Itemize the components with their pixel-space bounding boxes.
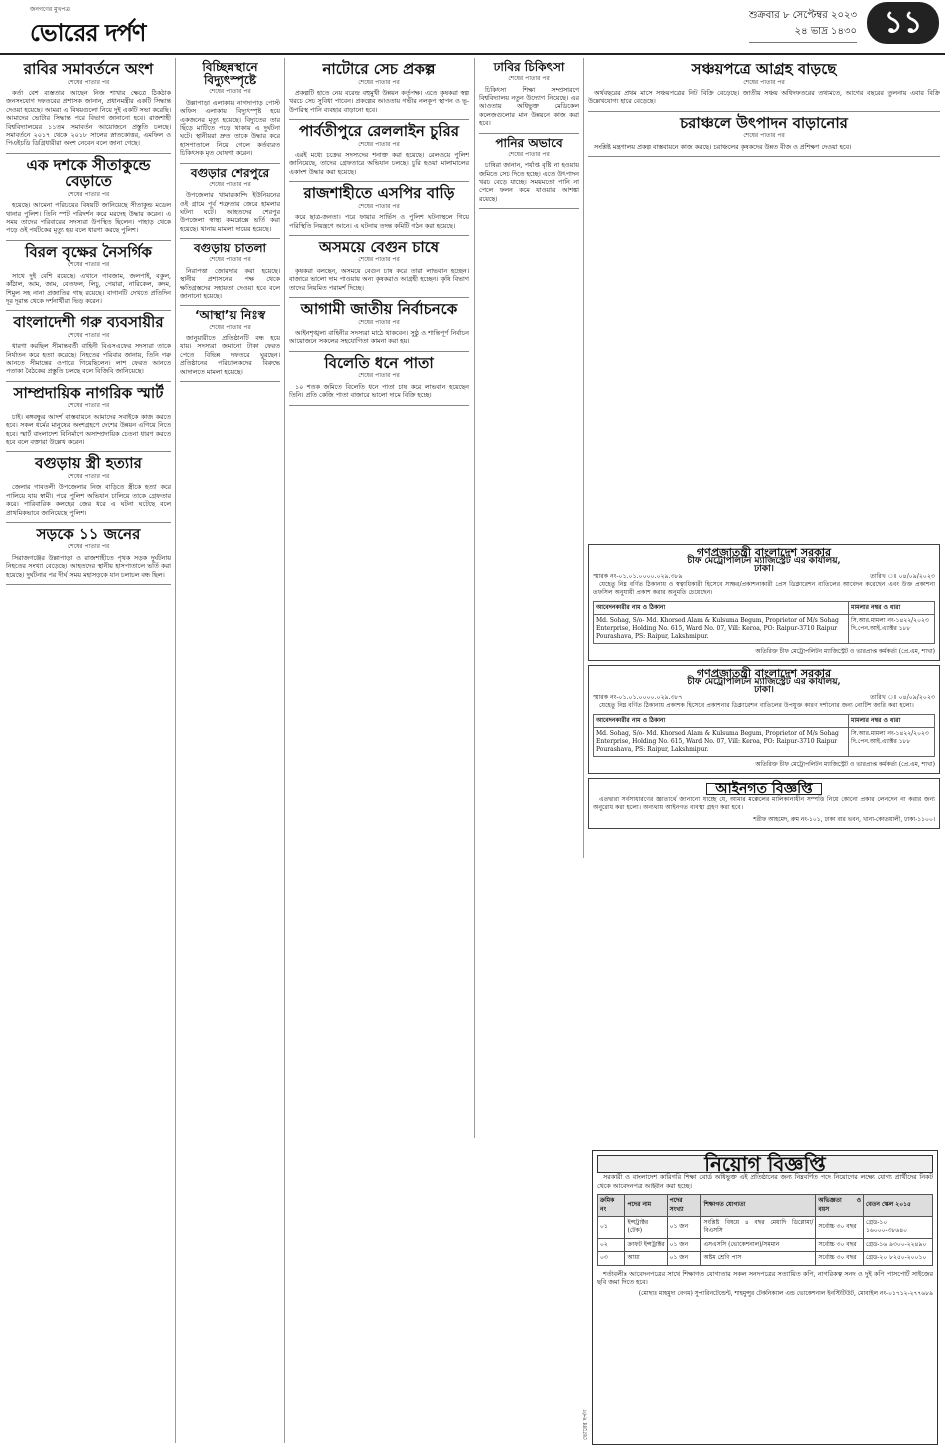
- story-headline[interactable]: পানির অভাবে: [495, 135, 563, 150]
- story: [6, 244, 171, 312]
- story-byline: শেষের পাতার পর: [67, 78, 110, 86]
- story-headline[interactable]: সড়কে ১১ জনের: [36, 524, 141, 543]
- story: [588, 115, 940, 157]
- story-body: আইনশৃঙ্খলা বাহিনীর সদস্যরা মাঠে থাকবেন। সুষ্ঠু ও শান্তিপূর্ণ নির্বাচন আয়োজনে সকলের সহযোগিতা কামনা করা হয়।: [289, 329, 469, 346]
- story-headline[interactable]: ‘আস্থা’য় নিঃস্ব: [194, 308, 266, 323]
- notice-table: [593, 714, 935, 757]
- story-byline: শেষের পাতার পর: [67, 190, 110, 198]
- table-cell: অষ্টম শ্রেণি পাস: [701, 1252, 816, 1265]
- story-headline[interactable]: অসময়ে বেগুন চাষে: [319, 237, 439, 256]
- story-byline: শেষের পাতার পর: [358, 202, 400, 210]
- table-cell: Md. Sohag, S/o- Md. Khorsed Alam & Kulsuma Begum, Proprietor of M/s Sohag Enterprise, Holding No. 615, Ward No. 07, Vill: Keroa, PO: Raipur-3710 Raipur Pourashava, PS: Raipur, Lakshmipur.: [594, 615, 849, 644]
- table-cell: গ্রেড-১৬ ৯৩০০-২২৪৯০: [864, 1238, 933, 1251]
- story: [289, 123, 469, 182]
- table-header: শিক্ষাগত যোগ্যতা: [701, 1195, 816, 1217]
- table-cell: সংশ্লিষ্ট বিষয়ে ৪ বছর মেয়াদি ডিপ্লোমা/বিএসসি: [701, 1217, 816, 1239]
- table-cell: ০১ জন: [667, 1252, 701, 1265]
- story: [289, 185, 469, 236]
- table-cell: ০২: [598, 1238, 625, 1251]
- story-body: চাই। ৰঙ্গবন্ধুর আদর্শ বাস্তবায়নে আমাদের সবাইকে কাজ করতে হবে। সকল ধর্মের মানুষের অংশগ্রহণে দেশের উন্নয়ন এগিয়ে নিতে হবে। স্মার্ট বাংলাদেশ বিনির্মাণে অসাম্প্রদায়িক চেতনা ধারণ করতে হবে বলে বক্তারা উল্লেখ করেন।: [6, 412, 171, 446]
- story-headline[interactable]: বিচ্ছিন্নস্থানে বিদ্যুৎস্পৃষ্টে: [202, 60, 258, 88]
- gov-notice: [588, 665, 940, 774]
- story-headline[interactable]: রাজশাহীতে এসপির বাড়ি: [303, 184, 455, 203]
- story: [180, 242, 280, 306]
- story-byline: শেষের পাতার পর: [67, 331, 110, 339]
- column-3: [289, 58, 469, 1443]
- story-body: জেলার গাবতলী উপজেলার নিজ বাড়িতে স্ত্রীকে হত্যা করে পালিয়ে যায় স্বামী। পরে পুলিশ অভিযান চালিয়ে তাকে গ্রেফতার করে। পারিবারিক কলহের জের ধরে এ ঘটনা ঘটেছে বলে প্রাথমিকভাবে জানিয়েছে পুলিশ।: [6, 483, 171, 517]
- recruitment-table: [597, 1194, 933, 1265]
- story: [180, 167, 280, 240]
- story-body: চাষিরা জানান, পর্যাপ্ত বৃষ্টি না হওয়ায় জমিতে সেচ দিতে হচ্ছে। এতে উৎপাদন খরচ বেড়ে যাচ্ছে। সময়মতো পানি না পেলে ফলন কমে যাওয়ার আশঙ্কা রয়েছে।: [479, 161, 579, 203]
- story-body: সংশ্লিষ্ট মন্ত্রণালয় প্রকল্প বাস্তবায়নে কাজ করছে। চরাঞ্চলের কৃষকদের উন্নত বীজ ও প্রশিক্ষণ দেওয়া হবে।: [594, 142, 852, 151]
- table-row: [598, 1217, 933, 1239]
- table-header: বেতন স্কেল ২০১৫: [864, 1195, 933, 1217]
- recruitment-title: নিয়োগ বিজ্ঞপ্তি: [597, 1155, 933, 1173]
- table-cell: আয়া: [625, 1252, 667, 1265]
- notice-title: গণপ্রজাতন্ত্রী বাংলাদেশ সরকার: [696, 667, 832, 680]
- story: [588, 61, 940, 112]
- tagline: জনগণের মুখপত্র: [30, 6, 70, 13]
- story-headline[interactable]: বিরল বৃক্ষের নৈসর্গিক: [25, 242, 152, 261]
- table-row: [594, 615, 935, 644]
- story: [6, 157, 171, 241]
- notice-meta: [593, 694, 935, 702]
- story-body: সাথে দুই বেশি রয়েছে। এখানে গাবজাম, জলপাই, বকুল, কাঁঠাল, আম, জাম, বেতফল, লিচু, পেয়ারা, নারিকেল, কদম, শিমুল সহ নানা প্রজাতির গাছ রয়েছে। বাগানটি দেখতে প্রতিদিন দূর দূরান্ত থেকে দর্শনার্থীরা ভিড় করেন।: [6, 271, 171, 305]
- story-byline: শেষের পাতার পর: [358, 372, 400, 380]
- story-body: কৃষকরা বলছেন, অসময়ে বেগুন চাষ করে তারা লাভবান হচ্ছেন। বাজারে ভালো দাম পাওয়ায় অন্য কৃষকরাও আগ্রহী হচ্ছেন। কৃষি বিভাগ তাদের নিয়মিত পরামর্শ দিচ্ছে।: [289, 266, 469, 292]
- dateline: [749, 8, 857, 43]
- notice-signature: অতিরিক্ত চীফ মেট্রোপলিটন ম্যাজিস্ট্রেট ও ভারপ্রাপ্ত কর্মকর্তা (প্রে.এম, শাখা): [755, 761, 935, 768]
- recruitment-conditions: শর্তাবলীঃ আবেদনপত্রের সাথে শিক্ষাগত যোগ্যতার সকল সনদপত্রের সত্যায়িত কপি, নাগরিকত্ব সনদ ও দুই কপি পাসপোর্ট সাইজের ছবি জমা দিতে হবে।: [597, 1269, 933, 1287]
- story-headline[interactable]: এক দশকে সীতাকুন্ডে বেড়াতে: [26, 155, 151, 191]
- table-cell: ০১: [598, 1217, 625, 1239]
- story-headline[interactable]: বাংলাদেশী গরু ব্যবসায়ীর: [13, 313, 164, 332]
- table-header: আবেদনকারীর নাম ও ঠিকানা: [594, 715, 849, 728]
- column-2: [180, 58, 280, 1443]
- table-header: মামলার নম্বর ও ধারা: [849, 715, 935, 728]
- notice-signature: অতিরিক্ত চীফ মেট্রোপলিটন ম্যাজিস্ট্রেট ও ভারপ্রাপ্ত কর্মকর্তা (প্রে.এম, শাখা): [755, 648, 935, 655]
- legal-notice-title: আইনগত বিজ্ঞপ্তি: [706, 783, 821, 795]
- story-headline[interactable]: চরাঞ্চলে উৎপাদন বাড়ানোর: [680, 113, 848, 132]
- story: [6, 526, 171, 585]
- story-headline[interactable]: বগুড়ার শেরপুরে: [190, 165, 270, 180]
- legal-notice: [588, 778, 940, 829]
- story-headline[interactable]: পার্বতীপুরে রেললাইন চুরির: [298, 122, 459, 141]
- table-cell: ক্রাফট ইন্সট্রাক্টর: [625, 1238, 667, 1251]
- column-4: [479, 58, 579, 858]
- story-body: সিরাজগঞ্জের উল্লাপাড়া ও রাজশাহীতে পৃথক সড়ক দুর্ঘটনায় নিহতের সংখ্যা বেড়েছে। আহতদের স্থানীয় হাসপাতালে ভর্তি করা হয়েছে। দুর্ঘটনার পর দীর্ঘ সময় মহাসড়কে যান চলাচল বন্ধ ছিল।: [6, 553, 171, 579]
- story-body: জানুয়ারীতে প্রতিষ্ঠানটি বন্ধ হয়ে যায়। সদস্যরা জমানো টাকা ফেরত পেতে বিভিন্ন দফতরে ঘুরছেন। প্রতিষ্ঠানের পরিচালকদের বিরুদ্ধে আদালতে মামলা হয়েছে।: [180, 334, 280, 376]
- table-cell: Md. Sohag, S/o- Md. Khorsed Alam & Kulsuma Begum, Proprietor of M/s Sohag Enterprise, Holding No. 615, Ward No. 07, Vill: Keroa, PO: Raipur-3710 Raipur Pourashava, PS: Raipur, Lakshmipur.: [594, 728, 849, 757]
- story-byline: শেষের পাতার পর: [508, 75, 550, 83]
- side-strip: ভোরের দর্পণ: [582, 1409, 589, 1440]
- table-header: আবেদনকারীর নাম ও ঠিকানা: [594, 602, 849, 615]
- notice-memo: স্মারক নং-০১.০১.০০০০.০২৯.৩৮৯: [593, 573, 683, 580]
- table-header: পদের নাম: [625, 1195, 667, 1217]
- table-cell: ০৩: [598, 1252, 625, 1265]
- notice-date: তারিখ ঃ ০৪/০৯/২০২৩: [870, 694, 935, 701]
- notice-office: চীফ মেট্রোপলিটন ম্যাজিস্ট্রেট এর কার্যালয়,: [687, 677, 841, 687]
- table-cell: গ্রেড-১০ ১৬০০০-৩৮৬৪০: [864, 1217, 933, 1239]
- story-headline[interactable]: বিলেতি ধনে পাতা: [324, 353, 434, 372]
- table-cell: সর্বোচ্চ ৩০ বছর: [816, 1217, 864, 1239]
- story-body: অর্থবছরের প্রথম মাসে সঞ্চয়পত্রের নিট বিক্রি বেড়েছে। জাতীয় সঞ্চয় অধিদফতরের তথ্যমতে, আগের বছরের তুলনায় এবার বিক্রি উল্লেখযোগ্য হারে বেড়েছে।: [588, 88, 940, 106]
- story: [6, 455, 171, 523]
- story-byline: শেষের পাতার পর: [358, 256, 400, 264]
- story-headline[interactable]: বগুড়ায় স্ত্রী হত্যার: [35, 454, 142, 473]
- table-row: [594, 728, 935, 757]
- notice-city: ঢাকা।: [754, 564, 774, 574]
- story-byline: শেষের পাতার পর: [67, 543, 110, 551]
- story: [289, 355, 469, 406]
- story-byline: শেষের পাতার পর: [358, 318, 400, 326]
- table-cell: সি.আর.মামলা নং-১৪২২/২০২৩ দি.পেন.আই.এ্যাক্টর ১৮৮: [849, 728, 935, 757]
- story-body: কর্তা বেশ ব্যস্ততার আছেন নিজ শাখার ক্ষেত্রে ঠিকঠাক জনসংযোগ দফতরের প্রশাসক জানান, প্রধানমন্ত্রীর একটি সিদ্ধান্ত দেওয়া হয়েছে। আমরা এ বিষয়গুলো নিয়ে দুই একটি সভা করেছি। আমাদের ভোটার সিদ্ধান্ত পরে বিভাগ জানানো হবে। রাজশাহী বিশ্ববিদ্যালয়ের ১১তম সমাবর্তন আয়োজনে প্রস্তুতি চলছে। সমাবর্তনে ২০১৭ থেকে ২০১৮ সালের স্নাতকোত্তর, এমফিল ও পিএইচডি ডিগ্রিধারীরা অংশ নেবেন বলে জানা গেছে।: [6, 88, 171, 148]
- story: [479, 61, 579, 134]
- table-cell: সি.আর.মামলা নং-১৪২২/২০২৩ দি.পেন.আই.এ্যাক্টর ১৮৮: [849, 615, 935, 644]
- story-body: উল্লাপাড়া এলাকায় নাগদাপাড় পোস্ট অফিস এলাকায় বিদ্যুৎস্পৃষ্ট হয়ে একজনের মৃত্যু হয়েছে। বিদ্যুতের তার ছিঁড়ে মাটিতে পড়ে থাকায় এ দুর্ঘটনা ঘটে। স্থানীয়রা দ্রুত তাকে উদ্ধার করে হাসপাতালে নিয়ে গেলে কর্তব্যরত চিকিৎসক মৃত ঘোষণা করেন।: [180, 98, 280, 158]
- column-5: [588, 58, 940, 533]
- story: [289, 61, 469, 120]
- page-number: ১১: [867, 2, 939, 44]
- recruitment-signature: (মোছাঃ মাহমুদা বেগম) সুপারিনটেন্ডেন্ট, শাহমুন্সুর টেকনিক্যাল এন্ড ভোকেশনাল ইনস্টিটিউট, মোবাইল নং-০১৭১২-২৭৭৬৮৯: [638, 1290, 933, 1298]
- story-body: ধারণা করছিল সীমান্তবর্তী বাহিনী বিএসএফের সদস্যরা তাকে নির্যাতন করে হত্যা করেছে। নিহতের পরিবার জানায়, তিনি গরু আনতে সীমান্তের ওপারে গিয়েছিলেন। লাশ ফেরত আনতে পতাকা বৈঠকের প্রস্তুতি চলছে বলে বিজিবি জানিয়েছে।: [6, 342, 171, 376]
- story-headline[interactable]: সঞ্চয়পত্রে আগ্রহ বাড়ছে: [691, 60, 837, 78]
- story: [180, 309, 280, 382]
- story: [479, 137, 579, 210]
- table-cell: ইন্সট্রাক্টর (টেক): [625, 1217, 667, 1239]
- story-byline: শেষের পাতার পর: [358, 140, 400, 148]
- story-byline: শেষের পাতার পর: [67, 261, 110, 269]
- notices-column: [588, 540, 940, 1145]
- story-headline[interactable]: আগামী জাতীয় নির্বাচনকে: [300, 300, 458, 319]
- story: [180, 61, 280, 164]
- story-byline: শেষের পাতার পর: [209, 256, 251, 264]
- story-byline: শেষের পাতার পর: [508, 150, 550, 158]
- story-body: নিরাপত্তা জোরদার করা হয়েছে। স্থানীয় প্রশাসনের পক্ষ থেকে ক্ষতিগ্রস্তদের সহায়তা দেওয়া হবে বলে জানানো হয়েছে।: [180, 266, 280, 301]
- story-body: ১০ শতক জমিতে বিলেতি ধনে পাতা চাষ করে লাভবান হয়েছেন তিনি। প্রতি কেজি পাতা বাজারে ভালো দামে বিক্রি হচ্ছে।: [289, 382, 469, 400]
- story-headline[interactable]: রাবির সমাবর্তনে অংশ: [23, 60, 154, 78]
- story-body: হয়েছে। আমেনা পরিচয়ের বিষয়টি জানিয়েছে সীতাকুন্ড মডেল থানার পুলিশ। তিনি স্পট পরিদর্শন করে মরদেহ উদ্ধার করেন। এ সময় তাদের পরিবারের সদস্যরা উপস্থিত ছিলেন। পাহাড় থেকে পড়ে ওই পর্যটকের মৃত্যু হয় বলে ধারণা করছে পুলিশ।: [6, 201, 171, 235]
- recruitment-intro: সরকারী ও বাংলাদেশ কারিগরি শিক্ষা বোর্ড অধিভুক্ত এই প্রতিষ্ঠানের জন্য নিম্নবর্ণিত পদে নিয়োগের লক্ষ্যে যোগ্য প্রার্থীদের নিকট থেকে আবেদনপত্র আহ্বান করা হচ্ছে।: [597, 1173, 933, 1190]
- table-header: পদের সংখ্যা: [667, 1195, 701, 1217]
- logo-block: [30, 4, 145, 55]
- date-en: শুক্রবার ৮ সেপ্টেম্বর ২০২৩: [748, 10, 857, 21]
- story-body: এরই মধ্যে চক্রের সদস্যদের শনাক্ত করা হয়েছে। রেলওয়ে পুলিশ জানিয়েছে, তাদের গ্রেফতারে অভিযান চলছে। চুরি হওয়া মালামালের একাংশ উদ্ধার করা হয়েছে।: [289, 151, 469, 176]
- legal-notice-body: এতদ্বারা সর্বসাধারণের জ্ঞাতার্থে জানানো যাচ্ছে যে, আমার মক্কেলের মালিকানাধীন সম্পত্তি নিয়ে কোনো প্রকার লেনদেন না করার জন্য অনুরোধ করা হলো। অন্যথায় আইনগত ব্যবস্থা গ্রহণ করা হবে।: [593, 796, 935, 811]
- table-cell: গ্রেড-২০ ৮২৫০-২০০১০: [864, 1252, 933, 1265]
- story: [6, 314, 171, 382]
- date-bn: ২৪ ভাদ্র ১৪৩০: [794, 26, 857, 37]
- recruitment-ad: [592, 1150, 938, 1445]
- masthead: [0, 0, 945, 55]
- table-row: [598, 1252, 933, 1265]
- story: [289, 239, 469, 298]
- story-byline: শেষের পাতার পর: [743, 132, 785, 140]
- story-headline[interactable]: সাম্প্রদায়িক নাগরিক স্মার্ট: [13, 383, 164, 402]
- story-body: উপজেলার খামারকান্দি ইউনিয়নের ওই গ্রামে পূর্ব শত্রুতার জেরে হামলার ঘটনা ঘটে। আহতদের শেরপুর উপজেলা স্বাস্থ্য কমপ্লেক্সে ভর্তি করা হয়েছে। থানায় মামলা দায়ের হয়েছে।: [180, 191, 280, 233]
- table-row: [598, 1238, 933, 1251]
- column-divider: [474, 58, 475, 1138]
- story-byline: শেষের পাতার পর: [743, 78, 785, 86]
- story-headline[interactable]: নাটোরে সেচ প্রকল্প: [322, 60, 436, 78]
- notice-office: চীফ মেট্রোপলিটন ম্যাজিস্ট্রেট এর কার্যালয়,: [687, 556, 841, 566]
- story-body: প্রকল্পটি হাতে নেয় বরেন্দ্র বহুমুখী উন্নয়ন কর্তৃপক্ষ। এতে কৃষকরা স্বল্প খরচে সেচ সুবিধা পাবেন। প্রকল্পের আওতায় গভীর নলকূপ স্থাপন ও ভূ-উপরিস্থ পানি ব্যবহার বাড়ানো হবে।: [289, 88, 469, 114]
- table-header: মামলার নম্বর ও ধারা: [849, 602, 935, 615]
- table-cell: ০১ জন: [667, 1238, 701, 1251]
- story-body: করে ছাত্র-জনতা। পরে ফায়ার সার্ভিস ও পুলিশ ঘটনাস্থলে গিয়ে পরিস্থিতি নিয়ন্ত্রণে আনে। এ ঘটনায় তদন্ত কমিটি গঠন করা হয়েছে।: [289, 213, 469, 230]
- column-divider: [583, 58, 584, 858]
- story-body: চিকিৎসা শিক্ষা সম্প্রসারণে বিশ্ববিদ্যালয় নতুন উদ্যোগ নিয়েছে। এর আওতায় অধিভুক্ত মেডিকেল কলেজগুলোর মান উন্নয়নে কাজ করা হবে।: [479, 85, 579, 128]
- gov-notice: [588, 544, 940, 661]
- legal-notice-signature: শরীফ আহমেদ, রুম নং-১০১, ঢাকা বার ভবন, খানা-কোতয়ালী, ঢাকা-১১০০।: [753, 816, 935, 823]
- story: [289, 301, 469, 352]
- notice-body: যেহেতু নিম্ন বর্ণিত ঠিকানায় ও স্বত্বাধিকারী হিসেবে সাক্ষর/প্রকাশনাকারী প্রেস ডিক্লারেশন বাতিলের আবেদন করেছেন এবং উক্ত প্রকাশনা তফসিল অনুযায়ী প্রকাশ করার অনুমতি চেয়েছেন।: [593, 581, 935, 596]
- table-header: ক্রমিক নং: [598, 1195, 625, 1217]
- story-byline: শেষের পাতার পর: [67, 472, 110, 480]
- column-divider: [284, 58, 285, 1443]
- story: [6, 385, 171, 453]
- story-byline: শেষের পাতার পর: [209, 323, 251, 331]
- table-cell: এসএসসি (ভোকেশনাল)/সমমান: [701, 1238, 816, 1251]
- story-byline: শেষের পাতার পর: [209, 180, 251, 188]
- story: [6, 61, 171, 154]
- table-cell: সর্বোচ্চ ৩০ বছর: [816, 1238, 864, 1251]
- story-byline: শেষের পাতার পর: [358, 78, 400, 86]
- table-cell: সর্বোচ্চ ৩০ বছর: [816, 1252, 864, 1265]
- newspaper-logo: ভোরের দর্পণ: [30, 19, 146, 47]
- notice-city: ঢাকা।: [754, 685, 774, 695]
- notice-table: [593, 601, 935, 644]
- notice-title: গণপ্রজাতন্ত্রী বাংলাদেশ সরকার: [696, 546, 832, 559]
- notice-meta: [593, 573, 935, 581]
- notice-memo: স্মারক নং-০১.০১.০০০০.০২৯.৩৮৭: [593, 694, 683, 701]
- story-headline[interactable]: বগুড়ায় চাতলা: [194, 241, 266, 256]
- story-headline[interactable]: ঢাবির চিকিৎসা: [493, 60, 565, 74]
- column-1: [6, 58, 171, 1443]
- table-header: অভিজ্ঞতা ও বয়স: [816, 1195, 864, 1217]
- notice-date: তারিখ ঃ ০৪/০৯/২০২৩: [870, 573, 935, 580]
- column-divider: [175, 58, 176, 1443]
- table-cell: ০১ জন: [667, 1217, 701, 1239]
- notice-body: যেহেতু নিম্ন বর্ণিত ঠিকানায় প্রকাশক হিসেবে প্রকাশনার ডিক্লারেশন বাতিলের উপযুক্ত কারণ দর্শানোর জন্য নোটিশ জারি করা হলো।: [599, 702, 914, 709]
- story-byline: শেষের পাতার পর: [67, 402, 110, 410]
- story-byline: শেষের পাতার পর: [209, 88, 251, 96]
